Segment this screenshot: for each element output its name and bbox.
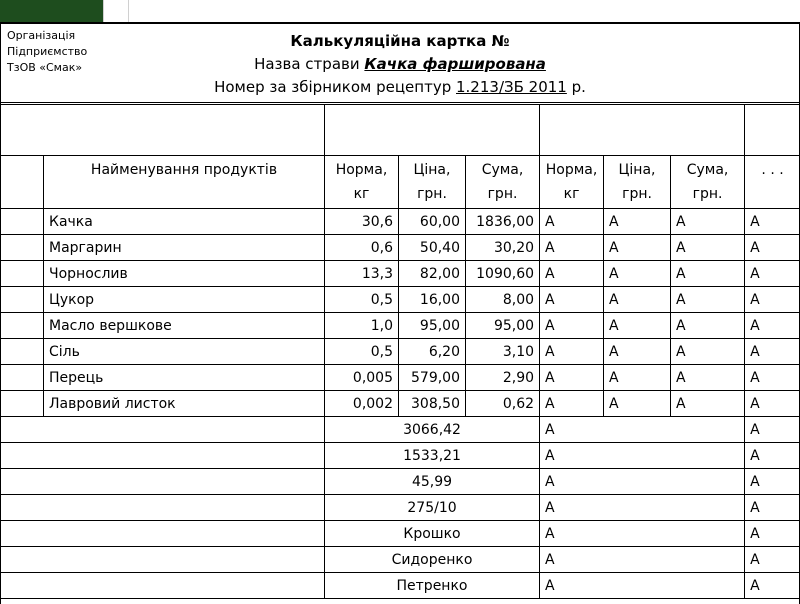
product-sum: 8,00 [466,287,540,313]
cell-a: А [671,391,745,417]
cell-a: А [745,261,800,287]
cell-a: А [540,443,745,469]
top-strip [0,0,800,22]
summary-row [1,547,800,573]
cell-a: А [540,261,604,287]
cell-a: А [540,287,604,313]
summary-row [1,417,800,443]
recipe-label: Номер за збірником рецептур [214,78,451,96]
table-row [1,339,800,365]
company-label: Підприємство [7,44,87,60]
cell-a: А [604,235,671,261]
product-name: Маргарин [44,235,325,261]
table-row [1,313,800,339]
table-row [1,391,800,417]
col-header-norm-2: Норма, кг [540,156,604,209]
product-sum: 30,20 [466,235,540,261]
recipe-number: 1.213/ЗБ 2011 [456,78,567,96]
cell-a: А [745,521,800,547]
cell-a: А [745,365,800,391]
product-sum: 1836,00 [466,209,540,235]
column-header-row [1,156,800,209]
cell-a: А [540,391,604,417]
summary-value: Петренко [325,573,540,599]
summary-row [1,443,800,469]
col-header-price: Ціна, грн. [399,156,466,209]
product-norm: 0,5 [325,287,399,313]
product-sum: 3,10 [466,339,540,365]
table-row [1,287,800,313]
product-name: Перець [44,365,325,391]
product-price: 16,00 [399,287,466,313]
product-name: Лавровий листок [44,391,325,417]
cell-a: А [745,547,800,573]
product-norm: 0,6 [325,235,399,261]
product-sum: 95,00 [466,313,540,339]
header-band-row [1,105,800,156]
cell-a: А [745,209,800,235]
col-header-sum-2: Сума, грн. [671,156,745,209]
cell-a: А [540,521,745,547]
summary-row [1,495,800,521]
summary-value: Крошко [325,521,540,547]
product-sum: 1090,60 [466,261,540,287]
company-name: ТзОВ «Смак» [7,60,87,76]
cell-a: А [604,261,671,287]
cell-a: А [745,391,800,417]
product-name: Цукор [44,287,325,313]
col-header-more: . . . [745,156,800,209]
summary-row [1,469,800,495]
product-sum: 0,62 [466,391,540,417]
cell-a: А [540,235,604,261]
cell-a: А [540,209,604,235]
cell-a: А [745,443,800,469]
product-sum: 2,90 [466,365,540,391]
cell-a: А [671,261,745,287]
summary-value: 275/10 [325,495,540,521]
cell-a: А [604,365,671,391]
product-price: 308,50 [399,391,466,417]
cell-a: А [604,391,671,417]
cell-a: А [604,209,671,235]
summary-value: Сидоренко [325,547,540,573]
cell-a: А [540,573,745,599]
org-label: Організація [7,28,87,44]
recipe-line [0,78,800,96]
cell-a: А [540,313,604,339]
summary-value: 45,99 [325,469,540,495]
cell-a: А [604,287,671,313]
cell-a: А [745,417,800,443]
table-row [1,261,800,287]
product-price: 60,00 [399,209,466,235]
cell-a: А [540,365,604,391]
cell-a: А [745,495,800,521]
cell-a: А [604,339,671,365]
table-row [1,235,800,261]
cell-a: А [540,547,745,573]
product-name: Чорнослив [44,261,325,287]
cell-a: А [540,469,745,495]
cell-a: А [745,469,800,495]
product-norm: 0,5 [325,339,399,365]
col-header-norm: Норма, кг [325,156,399,209]
recipe-suffix: р. [572,78,586,96]
product-norm: 0,005 [325,365,399,391]
cell-a: А [671,287,745,313]
cell-a: А [671,235,745,261]
cell-a: А [745,313,800,339]
cell-a: А [671,339,745,365]
product-norm: 0,002 [325,391,399,417]
cell-a: А [745,339,800,365]
cell-a: А [671,313,745,339]
col-header-price-2: Ціна, грн. [604,156,671,209]
dish-label: Назва страви [254,55,360,73]
col-header-product: Найменування продуктів [44,156,325,209]
calculation-table [0,104,800,599]
cell-a: А [671,209,745,235]
product-price: 6,20 [399,339,466,365]
strip-divider [128,0,129,22]
dish-name: Качка фарширована [364,55,546,73]
cell-a: А [671,365,745,391]
cell-a: А [745,287,800,313]
summary-value: 1533,21 [325,443,540,469]
product-name: Качка [44,209,325,235]
cell-a: А [745,573,800,599]
cell-a: А [745,235,800,261]
table-row [1,209,800,235]
cell-a: А [540,495,745,521]
col-header-sum: Сума, грн. [466,156,540,209]
product-name: Сіль [44,339,325,365]
card-title: Калькуляційна картка № [0,32,800,50]
product-price: 50,40 [399,235,466,261]
product-norm: 1,0 [325,313,399,339]
strip-divider [103,0,104,22]
summary-row [1,521,800,547]
cell-a: А [540,339,604,365]
product-price: 82,00 [399,261,466,287]
sheet-header-block [0,0,103,22]
summary-row [1,573,800,599]
summary-value: 3066,42 [325,417,540,443]
dish-line [0,55,800,73]
cell-a: А [540,417,745,443]
title-divider [0,102,800,103]
product-price: 95,00 [399,313,466,339]
product-price: 579,00 [399,365,466,391]
cell-a: А [604,313,671,339]
product-norm: 13,3 [325,261,399,287]
product-norm: 30,6 [325,209,399,235]
table-row [1,365,800,391]
product-name: Масло вершкове [44,313,325,339]
